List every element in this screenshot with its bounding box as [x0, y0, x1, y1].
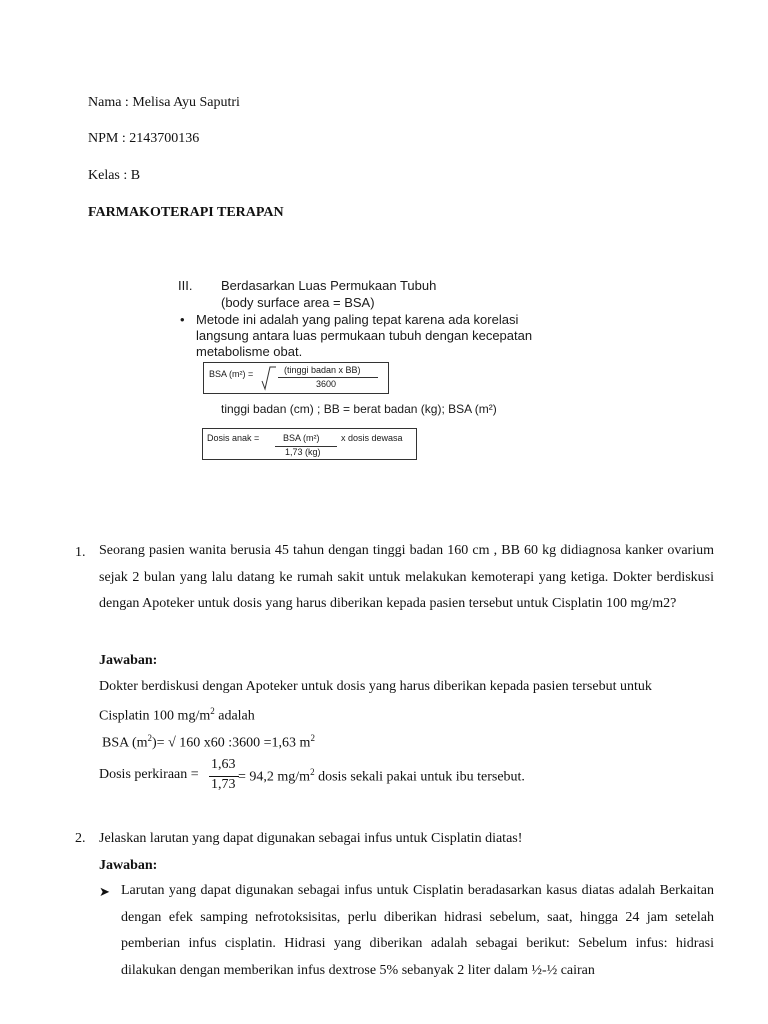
fraction-line	[278, 377, 378, 378]
dosis-result	[238, 767, 525, 786]
question-number: 1.	[75, 545, 86, 560]
bsa-text: BSA (m	[102, 735, 148, 751]
fraction-numerator: 1,63	[211, 757, 236, 772]
bsa-formula-box	[203, 362, 389, 394]
formula-legend: tinggi badan (cm) ; BB = berat badan (kg); BSA (m²)	[221, 402, 497, 416]
bullet-line: Metode ini adalah yang paling tepat karena ada korelasi	[196, 312, 519, 327]
dose-formula-box	[202, 428, 417, 460]
dose-formula-left: Dosis anak =	[207, 433, 260, 443]
superscript: 2	[210, 706, 215, 716]
section-subtitle: (body surface area = BSA)	[221, 295, 375, 310]
section-title: Berdasarkan Luas Permukaan Tubuh	[221, 278, 437, 293]
arrow-bullet-icon: ➤	[99, 884, 110, 899]
dosis-label: Dosis perkiraan =	[99, 767, 199, 782]
bullet-line: langsung antara luas permukaan tubuh dengan kecepatan	[196, 328, 533, 343]
answer-1-line: Dokter berdiskusi dengan Apoteker untuk dosis yang harus diberikan kepada pasien tersebut untuk	[99, 679, 652, 694]
bsa-calculation	[102, 733, 315, 752]
document-title: FARMAKOTERAPI TERAPAN	[88, 205, 284, 220]
dose-formula-right: x dosis dewasa	[341, 433, 403, 443]
answer-label: Jawaban:	[99, 653, 158, 668]
fraction-denominator: 1,73	[211, 777, 236, 792]
student-class: Kelas : B	[88, 168, 141, 183]
bullet-dot-icon: •	[180, 312, 185, 327]
superscript: 2	[147, 733, 153, 743]
bsa-text: )= √ 160 x60 :3600 =1,63 m	[152, 735, 311, 751]
bsa-numerator: (tinggi badan x BB)	[284, 365, 361, 375]
bsa-formula-left: BSA (m²) =	[209, 369, 254, 379]
answer-text: Cisplatin 100 mg/m	[99, 708, 211, 724]
answer-text: adalah	[214, 708, 255, 724]
question-2-text: Jelaskan larutan yang dapat digunakan sebagai infus untuk Cisplatin diatas!	[99, 831, 523, 846]
answer-1-line	[99, 706, 255, 725]
bsa-denominator: 3600	[316, 379, 337, 389]
student-name: Nama : Melisa Ayu Saputri	[88, 95, 240, 110]
square-root-icon	[261, 365, 277, 391]
answer-label: Jawaban:	[99, 858, 158, 873]
answer-2-text: Larutan yang dapat digunakan sebagai infus untuk Cisplatin beradasarkan kasus diatas adalah Berkaitan dengan efek samping nefrotoksisitas, perlu diberikan hidrasi sebelum, saat, hingga 24 jam setelah pemberian infus cisplatin. Hidrasi yang diberikan adalah sebagai berikut: Sebelum infus: hidrasi dilakukan dengan memberikan infus dextrose 5% sebanyak 2 liter dalam ½-½ cairan	[121, 883, 714, 979]
bullet-line: metabolisme obat.	[196, 344, 303, 359]
student-npm: NPM : 2143700136	[88, 131, 200, 146]
dose-numerator: BSA (m²)	[283, 433, 320, 443]
dosis-text: dosis sekali pakai untuk ibu tersebut.	[314, 769, 525, 785]
question-1-text: Seorang pasien wanita berusia 45 tahun dengan tinggi badan 160 cm , BB 60 kg didiagnosa kanker ovarium sejak 2 bulan yang lalu datang ke rumah sakit untuk melakukan kemoterapi yang ketiga. Dokter berdiskusi dengan Apoteker untuk dosis yang harus diberikan kepada pasien tersebut untuk Cisplatin 100 mg/m2?	[99, 543, 714, 612]
superscript: 2	[310, 767, 315, 777]
question-number: 2.	[75, 831, 86, 846]
superscript: 2	[310, 733, 315, 743]
dose-denominator: 1,73 (kg)	[285, 447, 321, 457]
dosis-text: = 94,2 mg/m	[238, 769, 311, 785]
section-number: III.	[178, 278, 193, 293]
bsa-formula-figure	[178, 274, 598, 464]
